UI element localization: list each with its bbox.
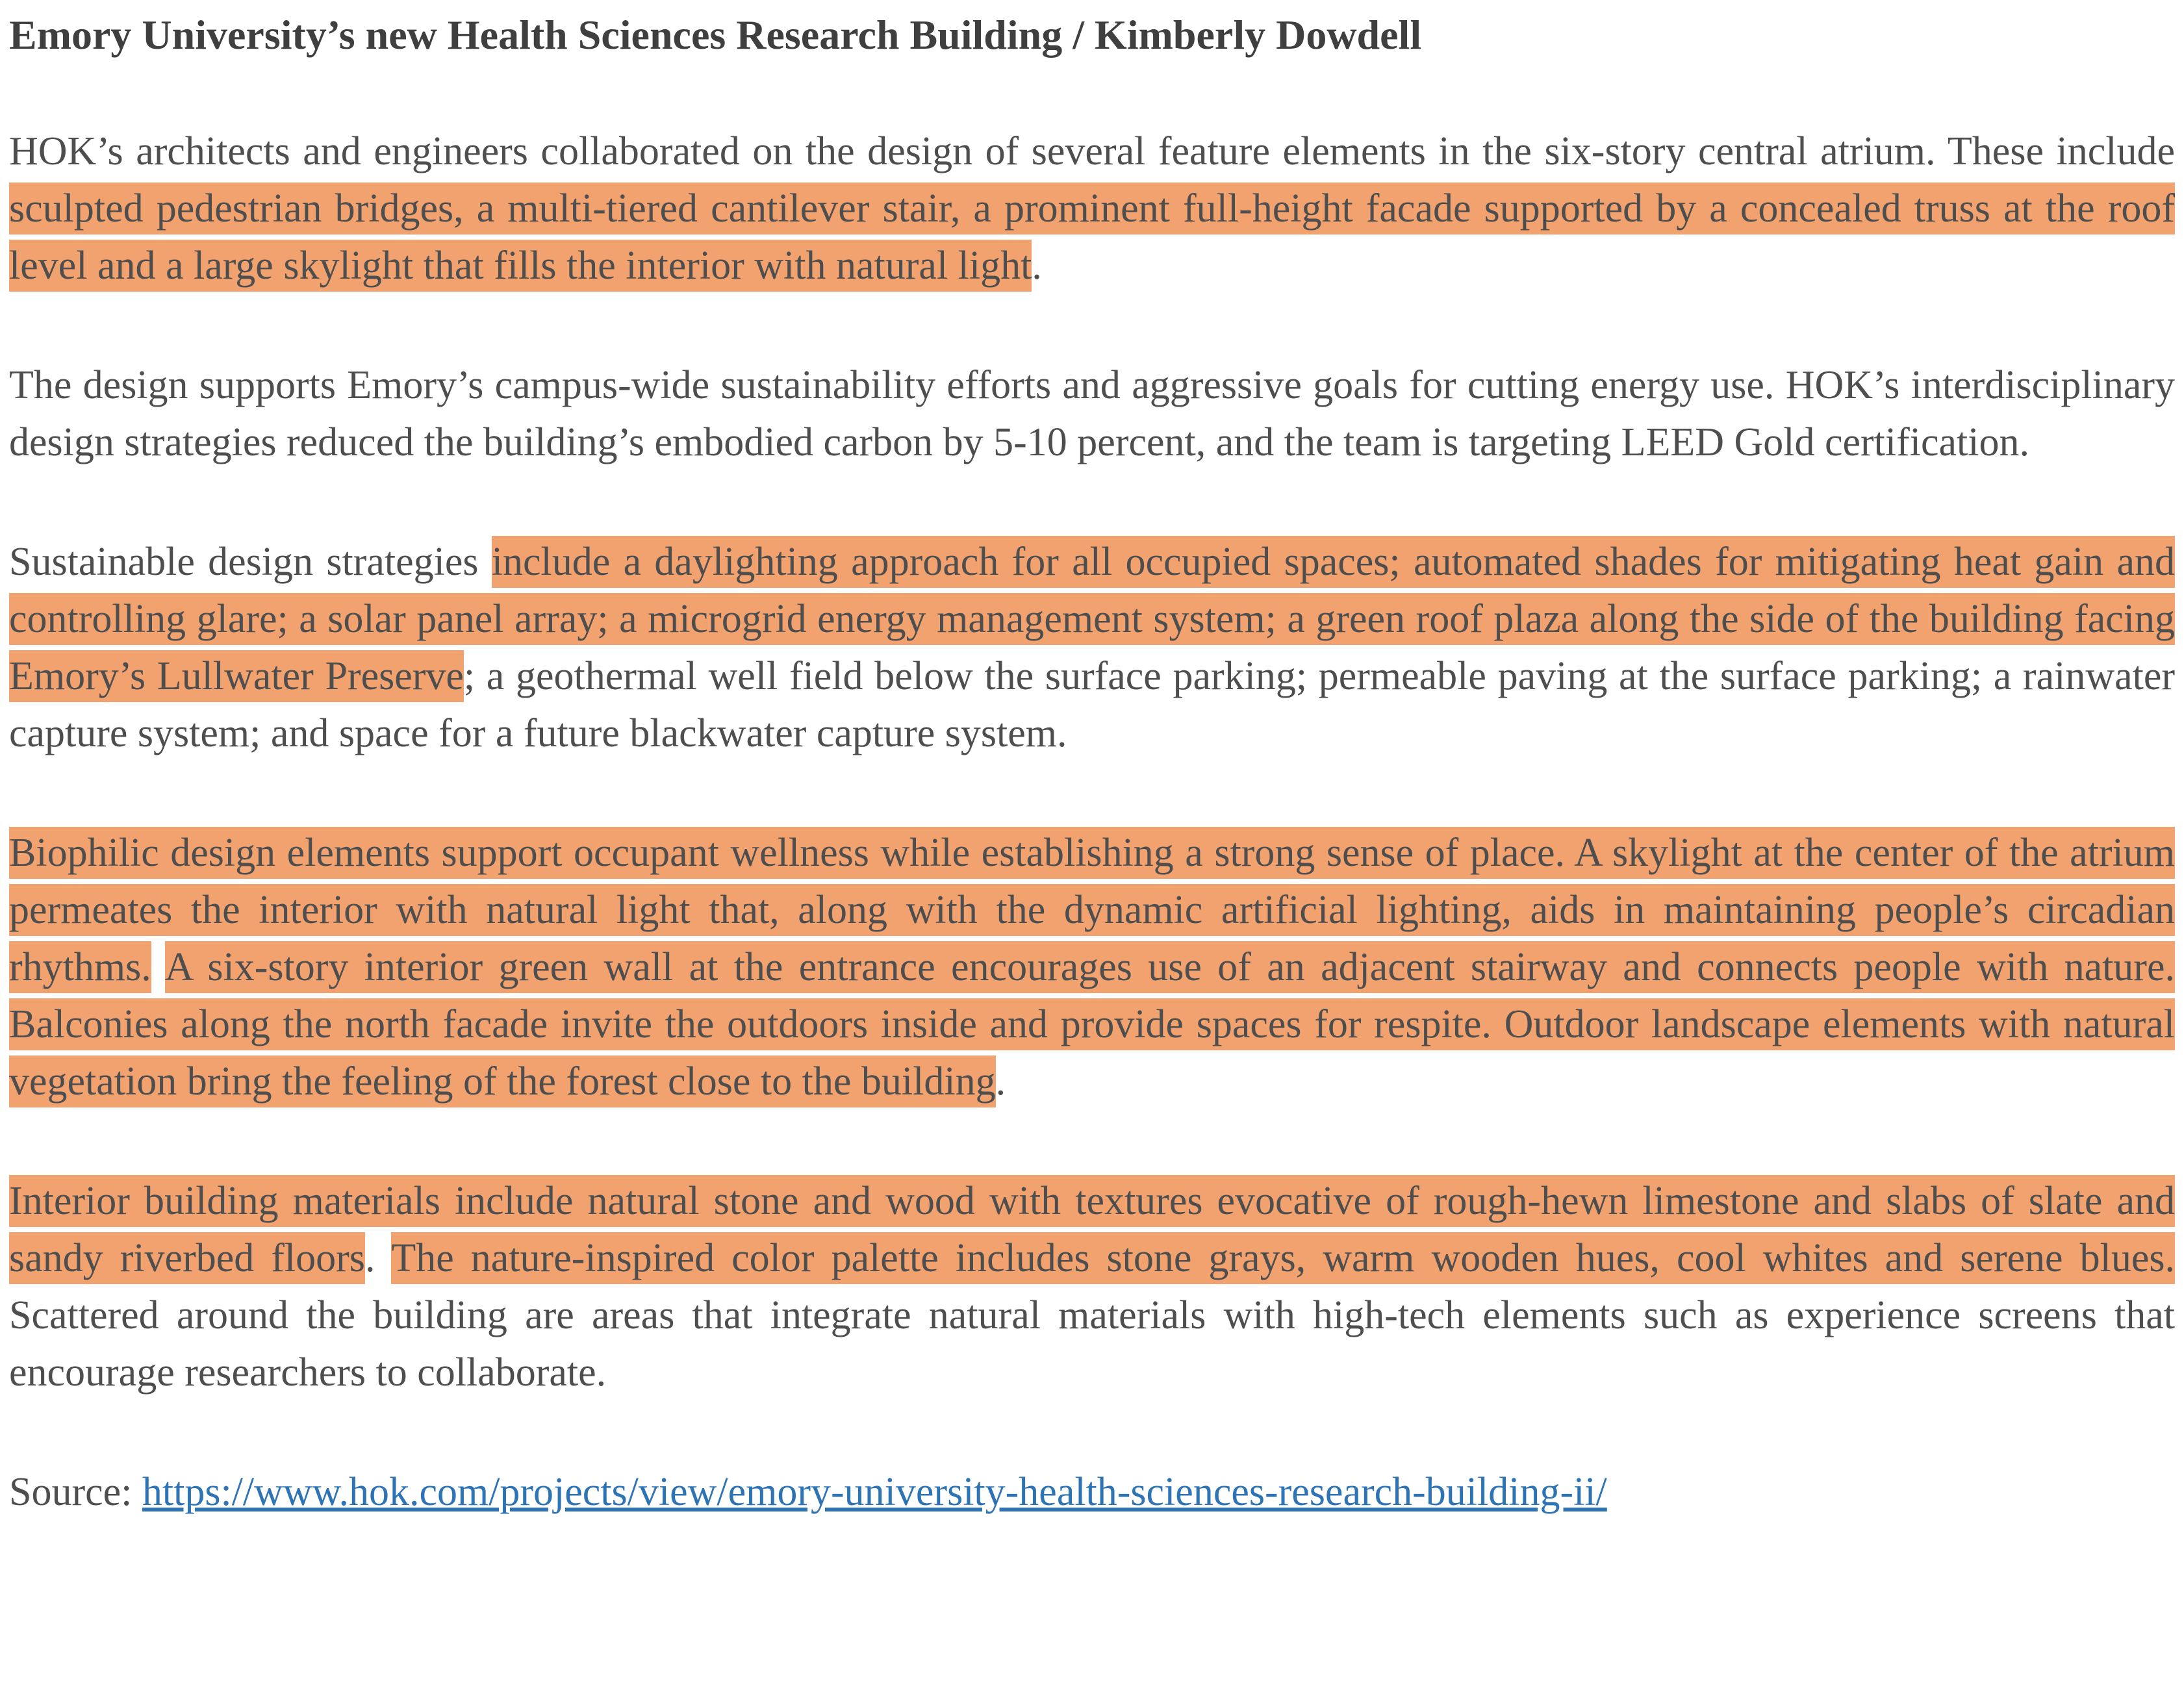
document-title: Emory University’s new Health Sciences Research Building / Kimberly Dowdell [9,12,1422,58]
highlighted-text: sculpted pedestrian bridges, a multi-tiered cantilever stair, a prominent full-height facade supported by a concealed truss at the roof level and a large skylight that fills the interior with natural light [9,183,2175,292]
paragraph [9,123,2175,294]
text-segment: . [995,1059,1006,1104]
paragraph [9,533,2175,762]
text-segment: Sustainable design strategies [9,539,492,584]
highlighted-text: include a daylighting approach for all occupied spaces; automated shades for mitigating heat gain and controlling glare; a solar panel array; a microgrid energy management system; a green roof plaza along the side of the building facing Emory’s Lullwater Preserve [9,536,2175,702]
document-body [9,123,2175,1401]
source-link[interactable]: https://www.hok.com/projects/view/emory-university-health-sciences-research-building-ii/ [142,1469,1607,1514]
highlighted-text: A six-story interior green wall at the entrance encourages use of an adjacent stairway and connects people with nature. [165,941,2175,993]
text-segment: . [1032,243,1042,288]
highlighted-text: Interior building materials include natural stone and wood with textures evocative of rough-hewn limestone and slabs of slate and sandy riverbed floors [9,1175,2175,1284]
text-segment [151,945,165,989]
text-segment: Scattered around the building are areas that integrate natural materials with high-tech elements such as experience screens that encourage researchers to collaborate. [9,1293,2175,1395]
source-line [9,1463,2175,1521]
text-segment: ; a geothermal well field below the surface parking; permeable paving at the surface parking; a rainwater capture system; and space for a future blackwater capture system. [9,653,2176,755]
highlighted-text: The nature-inspired color palette includes stone grays, warm wooden hues, cool whites and serene blues. [391,1232,2175,1284]
text-segment: HOK’s architects and engineers collaborated on the design of several feature elements in the six-story central atrium. These include [9,129,2175,173]
paragraph [9,357,2175,471]
text-segment: . [364,1235,392,1280]
highlighted-text: Balconies along the north facade invite the outdoors inside and provide spaces for respite. Outdoor landscape elements with natural vegetation bring the feeling of the forest close to the building [9,998,2175,1107]
paragraph [9,824,2175,1110]
highlighted-text: Biophilic design elements support occupant wellness while establishing a strong sense of place. A skylight at the center of the atrium permeates the interior with natural light that, along with the dynamic artificial lighting, aids in maintaining people’s circadian rhythms. [9,827,2175,993]
paragraph [9,1172,2175,1401]
text-segment: The design supports Emory’s campus-wide sustainability efforts and aggressive goals for cutting energy use. HOK’s interdisciplinary design strategies reduced the building’s embodied carbon by 5-10 percent, and the team is targeting LEED Gold certification. [9,362,2175,464]
source-label: Source: [9,1469,142,1514]
